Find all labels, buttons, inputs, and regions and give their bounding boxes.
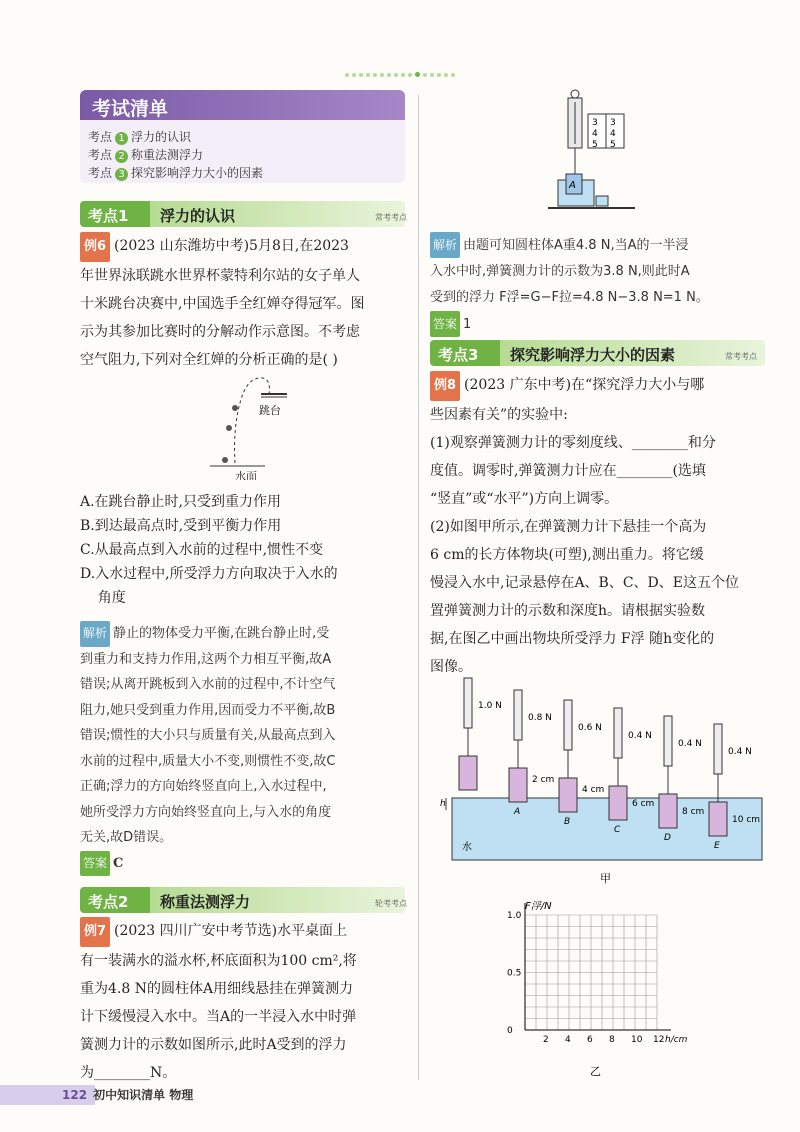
example-label: 例6 [80, 232, 110, 262]
example-6-analysis: 解析 静止的物体受力平衡,在跳台静止时,受 到重力和支持力作用,这两个力相互平衡,故A 错误;从离开跳板到入水前的过程中,不计空气 阻力,她只受到重力作用,因而受力不平衡,故B 错误;惯性的大小只与质量有关,从最高点到入 水前的过程中,质量大小不变,则惯性不变,故C 正确;浮力的方向始终竖直向上,入水过程中, 她所受浮力方向始终竖直向上,与入水的角度 无关,故D错误。 答案 C [80, 621, 415, 876]
checklist-item: 考点 1 浮力的认识 [88, 130, 192, 144]
spring-scale [564, 700, 572, 750]
position-label: C [614, 825, 621, 835]
block [709, 802, 727, 836]
depth-label: 10 cm [732, 815, 761, 825]
spring-scale [664, 716, 672, 766]
x-tick-label: 8 [609, 1035, 615, 1045]
h-label: h [440, 799, 446, 809]
section-badge: 考点1 [88, 207, 129, 225]
block [559, 778, 577, 812]
depth-label: 6 cm [632, 799, 655, 809]
option-d: D.入水过程中,所受浮力方向取决于入水的 [80, 566, 338, 582]
section-header-1 [80, 201, 405, 227]
position-label: B [564, 817, 571, 827]
checklist-item: 考点 2 称重法测浮力 [88, 148, 204, 162]
section-badge: 考点2 [88, 893, 129, 911]
block [659, 794, 677, 828]
depth-label: 8 cm [682, 807, 705, 817]
scale-reading: 0.4 N [728, 747, 752, 757]
answer-value: C [113, 855, 124, 871]
analysis-label: 解析 [430, 232, 460, 258]
x-tick-label: 6 [587, 1035, 593, 1045]
example-6-stem: 例6 (2023 山东潍坊中考)5月8日,在2023 年世界泳联跳水世界杯蒙特利尔站的女子单人 十米跳台决赛中,中国选手全红婵夺得冠军。图 示为其参加比赛时的分解动作示意图。不考虑 空气阻力,下列对全红婵的分析正确的是( ) [80, 232, 410, 374]
column-divider [418, 95, 419, 1080]
y-tick-label: 0 [507, 1026, 513, 1036]
position-label: D [664, 833, 671, 843]
platform-label: 跳台 [259, 404, 281, 417]
figure-jia [440, 660, 770, 885]
x-tick-label: 4 [565, 1035, 571, 1045]
scale-mark: 3 [592, 118, 598, 128]
answer-label: 答案 [430, 311, 460, 337]
scale-mark: 4 [592, 129, 598, 139]
example-label: 例7 [80, 917, 110, 947]
spring-scale [514, 690, 522, 740]
section-tag: 轮考考点 [375, 899, 407, 908]
scale-reading: 0.4 N [678, 739, 702, 749]
water-surface-label: 水面 [235, 470, 257, 480]
depth-label: 4 cm [582, 785, 605, 795]
example-7-stem: 例7 (2023 四川广安中考节选)水平桌面上 有一装满水的溢水杯,杯底面积为100 cm²,将 重为4.8 N的圆柱体A用细线悬挂在弹簧测力 计下缓慢浸入水中。当A的一半浸入水中时弹 簧测力计的示数如图所示,此时A受到的浮力 为________N。 [80, 917, 415, 1087]
figure-caption: 乙 [590, 1065, 601, 1078]
section-title: 浮力的认识 [160, 207, 236, 225]
section-title: 称重法测浮力 [160, 893, 251, 911]
x-tick-label: 10 [631, 1035, 643, 1045]
answer-label: 答案 [80, 851, 110, 877]
checklist-title: 考试清单 [92, 98, 169, 120]
spring-scale [464, 678, 472, 728]
answer-value: 1 [463, 317, 472, 332]
scale-mark: 4 [610, 129, 616, 139]
diving-figure [205, 368, 315, 480]
scale-mark: 3 [610, 118, 616, 128]
header-dots [345, 62, 485, 68]
option-d-cont: 角度 [80, 590, 126, 606]
example-6-options [80, 490, 415, 610]
x-axis-label: h/cm [665, 1035, 688, 1045]
example-label: 例8 [430, 371, 460, 401]
spring-scale-figure [540, 88, 650, 213]
cylinder-label: A [569, 180, 576, 191]
x-tick-label: 2 [543, 1035, 549, 1045]
block [509, 768, 527, 802]
option-c: C.从最高点到入水前的过程中,惯性不变 [80, 542, 324, 558]
scale-mark: 5 [592, 140, 598, 150]
section-badge: 考点3 [438, 346, 479, 364]
x-tick-label: 12 [653, 1035, 665, 1045]
option-b: B.到达最高点时,受到平衡力作用 [80, 518, 282, 534]
spring-scale [714, 724, 722, 774]
figure-yi [500, 895, 710, 1080]
water-label: 水 [462, 842, 472, 853]
spring-scale [614, 708, 622, 758]
y-tick-label: 1.0 [507, 911, 522, 921]
analysis-label: 解析 [80, 621, 110, 647]
scale-mark: 5 [610, 140, 616, 150]
figure-caption: 甲 [600, 872, 611, 885]
y-axis-label: F浮/N [525, 901, 552, 912]
book-title: 初中知识清单 物理 [93, 1088, 194, 1102]
scale-reading: 1.0 N [478, 701, 502, 711]
scale-reading: 0.4 N [628, 731, 652, 741]
y-tick-label: 0.5 [507, 968, 522, 979]
section-title: 探究影响浮力大小的因素 [510, 346, 676, 364]
position-label: A [514, 807, 521, 817]
block [459, 756, 477, 790]
position-label: E [714, 841, 720, 851]
scale-reading: 0.8 N [528, 713, 552, 723]
section-tag: 常考考点 [725, 352, 757, 361]
example-8-stem: 例8 (2023 广东中考)在“探究浮力大小与哪 些因素有关”的实验中: (1)观察弹簧测力计的零刻度线、________和分 度值。调零时,弹簧测力计应在________(选填 “竖直”或“水平”)方向上调零。 (2)如图甲所示,在弹簧测力计下悬挂一个高为 6 cm的长方体物块(可塑),测出重力。将它缓 慢浸入水中,记录悬停在A、B、C、D、E这五个位 置弹簧测力计的示数和深度h。请根据实验数 据,在图乙中画出物块所受浮力 F浮 随h变化的 图像。 [430, 371, 770, 681]
option-a: A.在跳台静止时,只受到重力作用 [80, 494, 282, 510]
footer [62, 1086, 193, 1103]
page-number: 122 [62, 1088, 88, 1102]
depth-label: 2 cm [532, 775, 555, 785]
example-7-analysis: 解析 由题可知圆柱体A重4.8 N,当A的一半浸 入水中时,弹簧测力计的示数为3.8 N,则此时A 受到的浮力 F浮=G−F拉=4.8 N−3.8 N=1 N。 答案 1 [430, 232, 770, 338]
block [609, 786, 627, 820]
checklist-item: 考点 3 探究影响浮力大小的因素 [88, 166, 264, 180]
scale-reading: 0.6 N [578, 723, 602, 733]
section-tag: 常考考点 [375, 213, 407, 222]
